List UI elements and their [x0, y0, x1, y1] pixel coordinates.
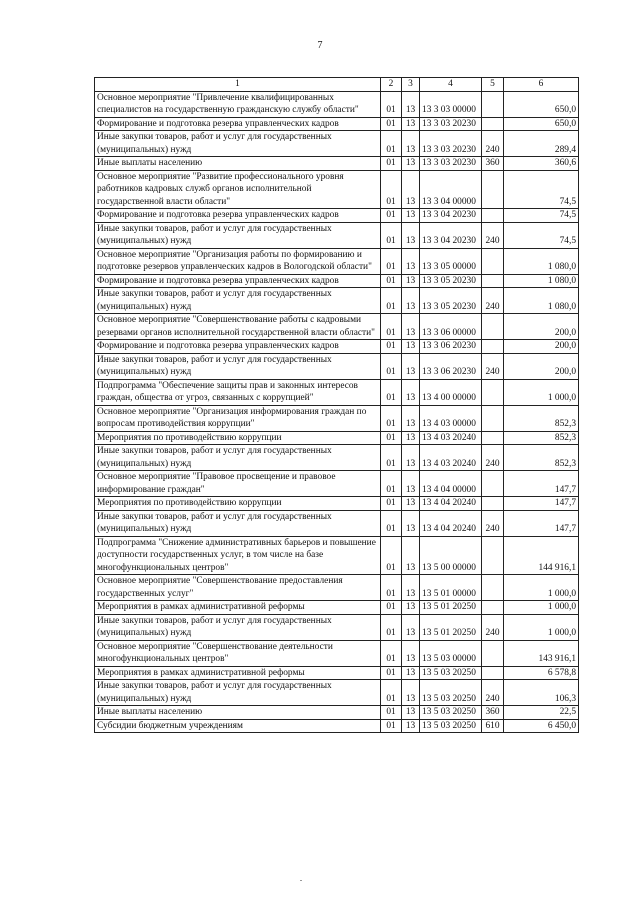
- row-section: 01: [381, 353, 402, 379]
- row-target-code: 13 5 03 00000: [420, 640, 482, 666]
- row-name: Основное мероприятие "Правовое просвещение и правовое информирование граждан": [95, 471, 381, 497]
- row-subsection: 13: [402, 170, 420, 209]
- table-body: [95, 91, 579, 733]
- row-expense-type: [482, 248, 504, 274]
- row-section: 01: [381, 614, 402, 640]
- row-subsection: 13: [402, 314, 420, 340]
- row-name: Иные закупки товаров, работ и услуг для государственных (муниципальных) нужд: [95, 614, 381, 640]
- row-name: Мероприятия в рамках административной реформы: [95, 666, 381, 680]
- row-name: Подпрограмма "Обеспечение защиты прав и законных интересов граждан, общества от угроз, связанных с коррупцией": [95, 379, 381, 405]
- table-row: [95, 209, 579, 223]
- row-section: 01: [381, 288, 402, 314]
- row-name: Мероприятия в рамках административной реформы: [95, 601, 381, 615]
- row-target-code: 13 5 01 00000: [420, 575, 482, 601]
- row-name: Основное мероприятие "Совершенствование работы с кадровыми резервами органов исполнительной государственной власти области": [95, 314, 381, 340]
- row-subsection: 13: [402, 353, 420, 379]
- row-amount: 144 916,1: [504, 536, 579, 575]
- row-expense-type: 240: [482, 131, 504, 157]
- row-amount: 852,3: [504, 431, 579, 445]
- row-section: 01: [381, 445, 402, 471]
- row-subsection: 13: [402, 575, 420, 601]
- row-expense-type: [482, 575, 504, 601]
- table-row: [95, 614, 579, 640]
- row-target-code: 13 3 06 20230: [420, 340, 482, 354]
- row-name: Формирование и подготовка резерва управленческих кадров: [95, 117, 381, 131]
- row-expense-type: 240: [482, 614, 504, 640]
- row-subsection: 13: [402, 536, 420, 575]
- row-subsection: 13: [402, 510, 420, 536]
- row-section: 01: [381, 640, 402, 666]
- row-expense-type: 610: [482, 719, 504, 733]
- column-header: 1: [95, 78, 381, 92]
- row-section: 01: [381, 340, 402, 354]
- row-expense-type: [482, 497, 504, 511]
- row-target-code: 13 3 03 20230: [420, 157, 482, 171]
- row-name: Формирование и подготовка резерва управленческих кадров: [95, 274, 381, 288]
- row-section: 01: [381, 431, 402, 445]
- row-subsection: 13: [402, 91, 420, 117]
- row-target-code: 13 4 04 20240: [420, 510, 482, 536]
- table-row: [95, 497, 579, 511]
- row-section: 01: [381, 666, 402, 680]
- page-number: 7: [317, 40, 323, 51]
- row-subsection: 13: [402, 274, 420, 288]
- row-section: 01: [381, 248, 402, 274]
- table-row: [95, 405, 579, 431]
- row-amount: 147,7: [504, 497, 579, 511]
- row-target-code: 13 3 03 20230: [420, 131, 482, 157]
- row-name: Иные закупки товаров, работ и услуг для государственных (муниципальных) нужд: [95, 680, 381, 706]
- row-amount: 852,3: [504, 445, 579, 471]
- row-section: 01: [381, 405, 402, 431]
- row-section: 01: [381, 222, 402, 248]
- row-expense-type: [482, 666, 504, 680]
- row-section: 01: [381, 706, 402, 720]
- row-expense-type: [482, 314, 504, 340]
- row-subsection: 13: [402, 601, 420, 615]
- table-row: [95, 640, 579, 666]
- row-expense-type: [482, 640, 504, 666]
- row-amount: 200,0: [504, 353, 579, 379]
- row-amount: 106,3: [504, 680, 579, 706]
- table-row: [95, 510, 579, 536]
- row-name: Основное мероприятие "Привлечение квалифицированных специалистов на государственную гражданскую службу области": [95, 91, 381, 117]
- column-header: 3: [402, 78, 420, 92]
- table-row: [95, 706, 579, 720]
- row-section: 01: [381, 209, 402, 223]
- table-row: [95, 680, 579, 706]
- table-row: [95, 131, 579, 157]
- row-expense-type: 240: [482, 510, 504, 536]
- row-target-code: 13 3 04 00000: [420, 170, 482, 209]
- row-expense-type: [482, 170, 504, 209]
- row-subsection: 13: [402, 222, 420, 248]
- table-row: [95, 431, 579, 445]
- row-name: Иные закупки товаров, работ и услуг для государственных (муниципальных) нужд: [95, 353, 381, 379]
- row-expense-type: [482, 274, 504, 288]
- table-row: [95, 157, 579, 171]
- row-expense-type: 360: [482, 157, 504, 171]
- row-section: 01: [381, 314, 402, 340]
- row-target-code: 13 3 05 20230: [420, 274, 482, 288]
- row-amount: 1 000,0: [504, 614, 579, 640]
- row-expense-type: [482, 379, 504, 405]
- row-subsection: 13: [402, 614, 420, 640]
- row-section: 01: [381, 536, 402, 575]
- row-target-code: 13 4 03 20240: [420, 431, 482, 445]
- row-target-code: 13 5 03 20250: [420, 666, 482, 680]
- row-name: Основное мероприятие "Организация работы по формированию и подготовке резервов управленческих кадров в Вологодской области": [95, 248, 381, 274]
- row-subsection: 13: [402, 248, 420, 274]
- row-amount: 143 916,1: [504, 640, 579, 666]
- row-target-code: 13 5 01 20250: [420, 601, 482, 615]
- column-header: 2: [381, 78, 402, 92]
- budget-table: [94, 77, 579, 733]
- row-section: 01: [381, 497, 402, 511]
- column-header: 6: [504, 78, 579, 92]
- row-expense-type: [482, 340, 504, 354]
- row-amount: 650,0: [504, 117, 579, 131]
- row-name: Иные закупки товаров, работ и услуг для государственных (муниципальных) нужд: [95, 288, 381, 314]
- row-amount: 1 000,0: [504, 379, 579, 405]
- column-header: 5: [482, 78, 504, 92]
- table-row: [95, 719, 579, 733]
- row-section: 01: [381, 131, 402, 157]
- scan-mark: [300, 880, 302, 881]
- row-amount: 1 080,0: [504, 288, 579, 314]
- row-subsection: 13: [402, 405, 420, 431]
- row-subsection: 13: [402, 117, 420, 131]
- row-expense-type: 240: [482, 680, 504, 706]
- row-amount: 6 450,0: [504, 719, 579, 733]
- row-amount: 1 080,0: [504, 274, 579, 288]
- row-subsection: 13: [402, 209, 420, 223]
- row-expense-type: [482, 405, 504, 431]
- row-name: Основное мероприятие "Развитие профессионального уровня работников кадровых служб органов исполнительной государственной власти области": [95, 170, 381, 209]
- row-target-code: 13 5 00 00000: [420, 536, 482, 575]
- row-name: Основное мероприятие "Совершенствование деятельности многофункциональных центров": [95, 640, 381, 666]
- row-subsection: 13: [402, 131, 420, 157]
- row-name: Формирование и подготовка резерва управленческих кадров: [95, 340, 381, 354]
- row-target-code: 13 3 05 00000: [420, 248, 482, 274]
- row-target-code: 13 4 03 00000: [420, 405, 482, 431]
- row-name: Иные закупки товаров, работ и услуг для государственных (муниципальных) нужд: [95, 445, 381, 471]
- row-name: Субсидии бюджетным учреждениям: [95, 719, 381, 733]
- row-target-code: 13 4 04 00000: [420, 471, 482, 497]
- table-row: [95, 91, 579, 117]
- row-expense-type: 240: [482, 353, 504, 379]
- row-amount: 200,0: [504, 314, 579, 340]
- row-subsection: 13: [402, 445, 420, 471]
- row-section: 01: [381, 157, 402, 171]
- row-subsection: 13: [402, 431, 420, 445]
- row-expense-type: 240: [482, 222, 504, 248]
- table-row: [95, 379, 579, 405]
- row-section: 01: [381, 719, 402, 733]
- row-amount: 74,5: [504, 209, 579, 223]
- row-amount: 22,5: [504, 706, 579, 720]
- row-target-code: 13 5 03 20250: [420, 706, 482, 720]
- row-name: Иные выплаты населению: [95, 157, 381, 171]
- row-section: 01: [381, 117, 402, 131]
- table-row: [95, 536, 579, 575]
- row-amount: 74,5: [504, 170, 579, 209]
- row-name: Иные закупки товаров, работ и услуг для государственных (муниципальных) нужд: [95, 131, 381, 157]
- row-target-code: 13 3 04 20230: [420, 222, 482, 248]
- row-subsection: 13: [402, 379, 420, 405]
- table-row: [95, 117, 579, 131]
- row-amount: 360,6: [504, 157, 579, 171]
- row-name: Иные закупки товаров, работ и услуг для государственных (муниципальных) нужд: [95, 222, 381, 248]
- row-expense-type: 240: [482, 288, 504, 314]
- row-amount: 852,3: [504, 405, 579, 431]
- row-target-code: 13 4 03 20240: [420, 445, 482, 471]
- row-target-code: 13 3 06 20230: [420, 353, 482, 379]
- row-expense-type: [482, 117, 504, 131]
- row-section: 01: [381, 471, 402, 497]
- row-amount: 1 000,0: [504, 575, 579, 601]
- row-amount: 1 000,0: [504, 601, 579, 615]
- table-row: [95, 471, 579, 497]
- row-subsection: 13: [402, 471, 420, 497]
- row-subsection: 13: [402, 157, 420, 171]
- row-name: Мероприятия по противодействию коррупции: [95, 497, 381, 511]
- row-expense-type: [482, 209, 504, 223]
- row-subsection: 13: [402, 666, 420, 680]
- row-name: Формирование и подготовка резерва управленческих кадров: [95, 209, 381, 223]
- row-subsection: 13: [402, 340, 420, 354]
- row-target-code: 13 3 06 00000: [420, 314, 482, 340]
- row-target-code: 13 3 03 20230: [420, 117, 482, 131]
- row-section: 01: [381, 274, 402, 288]
- row-expense-type: [482, 536, 504, 575]
- row-section: 01: [381, 680, 402, 706]
- row-target-code: 13 3 04 20230: [420, 209, 482, 223]
- row-expense-type: 360: [482, 706, 504, 720]
- row-subsection: 13: [402, 497, 420, 511]
- row-expense-type: 240: [482, 445, 504, 471]
- row-name: Подпрограмма "Снижение административных барьеров и повышение доступности государственных услуг, в том числе на базе многофункциональных центров": [95, 536, 381, 575]
- row-section: 01: [381, 601, 402, 615]
- row-expense-type: [482, 431, 504, 445]
- row-amount: 650,0: [504, 91, 579, 117]
- table-row: [95, 666, 579, 680]
- row-section: 01: [381, 379, 402, 405]
- row-amount: 200,0: [504, 340, 579, 354]
- row-target-code: 13 3 03 00000: [420, 91, 482, 117]
- row-section: 01: [381, 575, 402, 601]
- row-section: 01: [381, 91, 402, 117]
- table-header-row: [95, 78, 579, 92]
- table-row: [95, 248, 579, 274]
- row-expense-type: [482, 471, 504, 497]
- table-row: [95, 170, 579, 209]
- table-row: [95, 288, 579, 314]
- row-amount: 1 080,0: [504, 248, 579, 274]
- row-subsection: 13: [402, 719, 420, 733]
- row-target-code: 13 5 01 20250: [420, 614, 482, 640]
- row-amount: 147,7: [504, 510, 579, 536]
- row-amount: 289,4: [504, 131, 579, 157]
- row-section: 01: [381, 170, 402, 209]
- row-name: Мероприятия по противодействию коррупции: [95, 431, 381, 445]
- row-name: Основное мероприятие "Организация информирования граждан по вопросам противодействия коррупции": [95, 405, 381, 431]
- row-amount: 147,7: [504, 471, 579, 497]
- table-row: [95, 274, 579, 288]
- table-row: [95, 314, 579, 340]
- row-amount: 74,5: [504, 222, 579, 248]
- column-header: 4: [420, 78, 482, 92]
- table-row: [95, 340, 579, 354]
- table-row: [95, 575, 579, 601]
- table-row: [95, 353, 579, 379]
- row-subsection: 13: [402, 706, 420, 720]
- row-subsection: 13: [402, 680, 420, 706]
- row-target-code: 13 4 04 20240: [420, 497, 482, 511]
- row-subsection: 13: [402, 640, 420, 666]
- row-target-code: 13 3 05 20230: [420, 288, 482, 314]
- row-name: Основное мероприятие "Совершенствование предоставления государственных услуг": [95, 575, 381, 601]
- table-row: [95, 445, 579, 471]
- row-expense-type: [482, 91, 504, 117]
- row-target-code: 13 5 03 20250: [420, 719, 482, 733]
- row-target-code: 13 5 03 20250: [420, 680, 482, 706]
- row-target-code: 13 4 00 00000: [420, 379, 482, 405]
- table-row: [95, 601, 579, 615]
- row-subsection: 13: [402, 288, 420, 314]
- row-section: 01: [381, 510, 402, 536]
- row-name: Иные закупки товаров, работ и услуг для государственных (муниципальных) нужд: [95, 510, 381, 536]
- row-expense-type: [482, 601, 504, 615]
- row-name: Иные выплаты населению: [95, 706, 381, 720]
- table-row: [95, 222, 579, 248]
- row-amount: 6 578,8: [504, 666, 579, 680]
